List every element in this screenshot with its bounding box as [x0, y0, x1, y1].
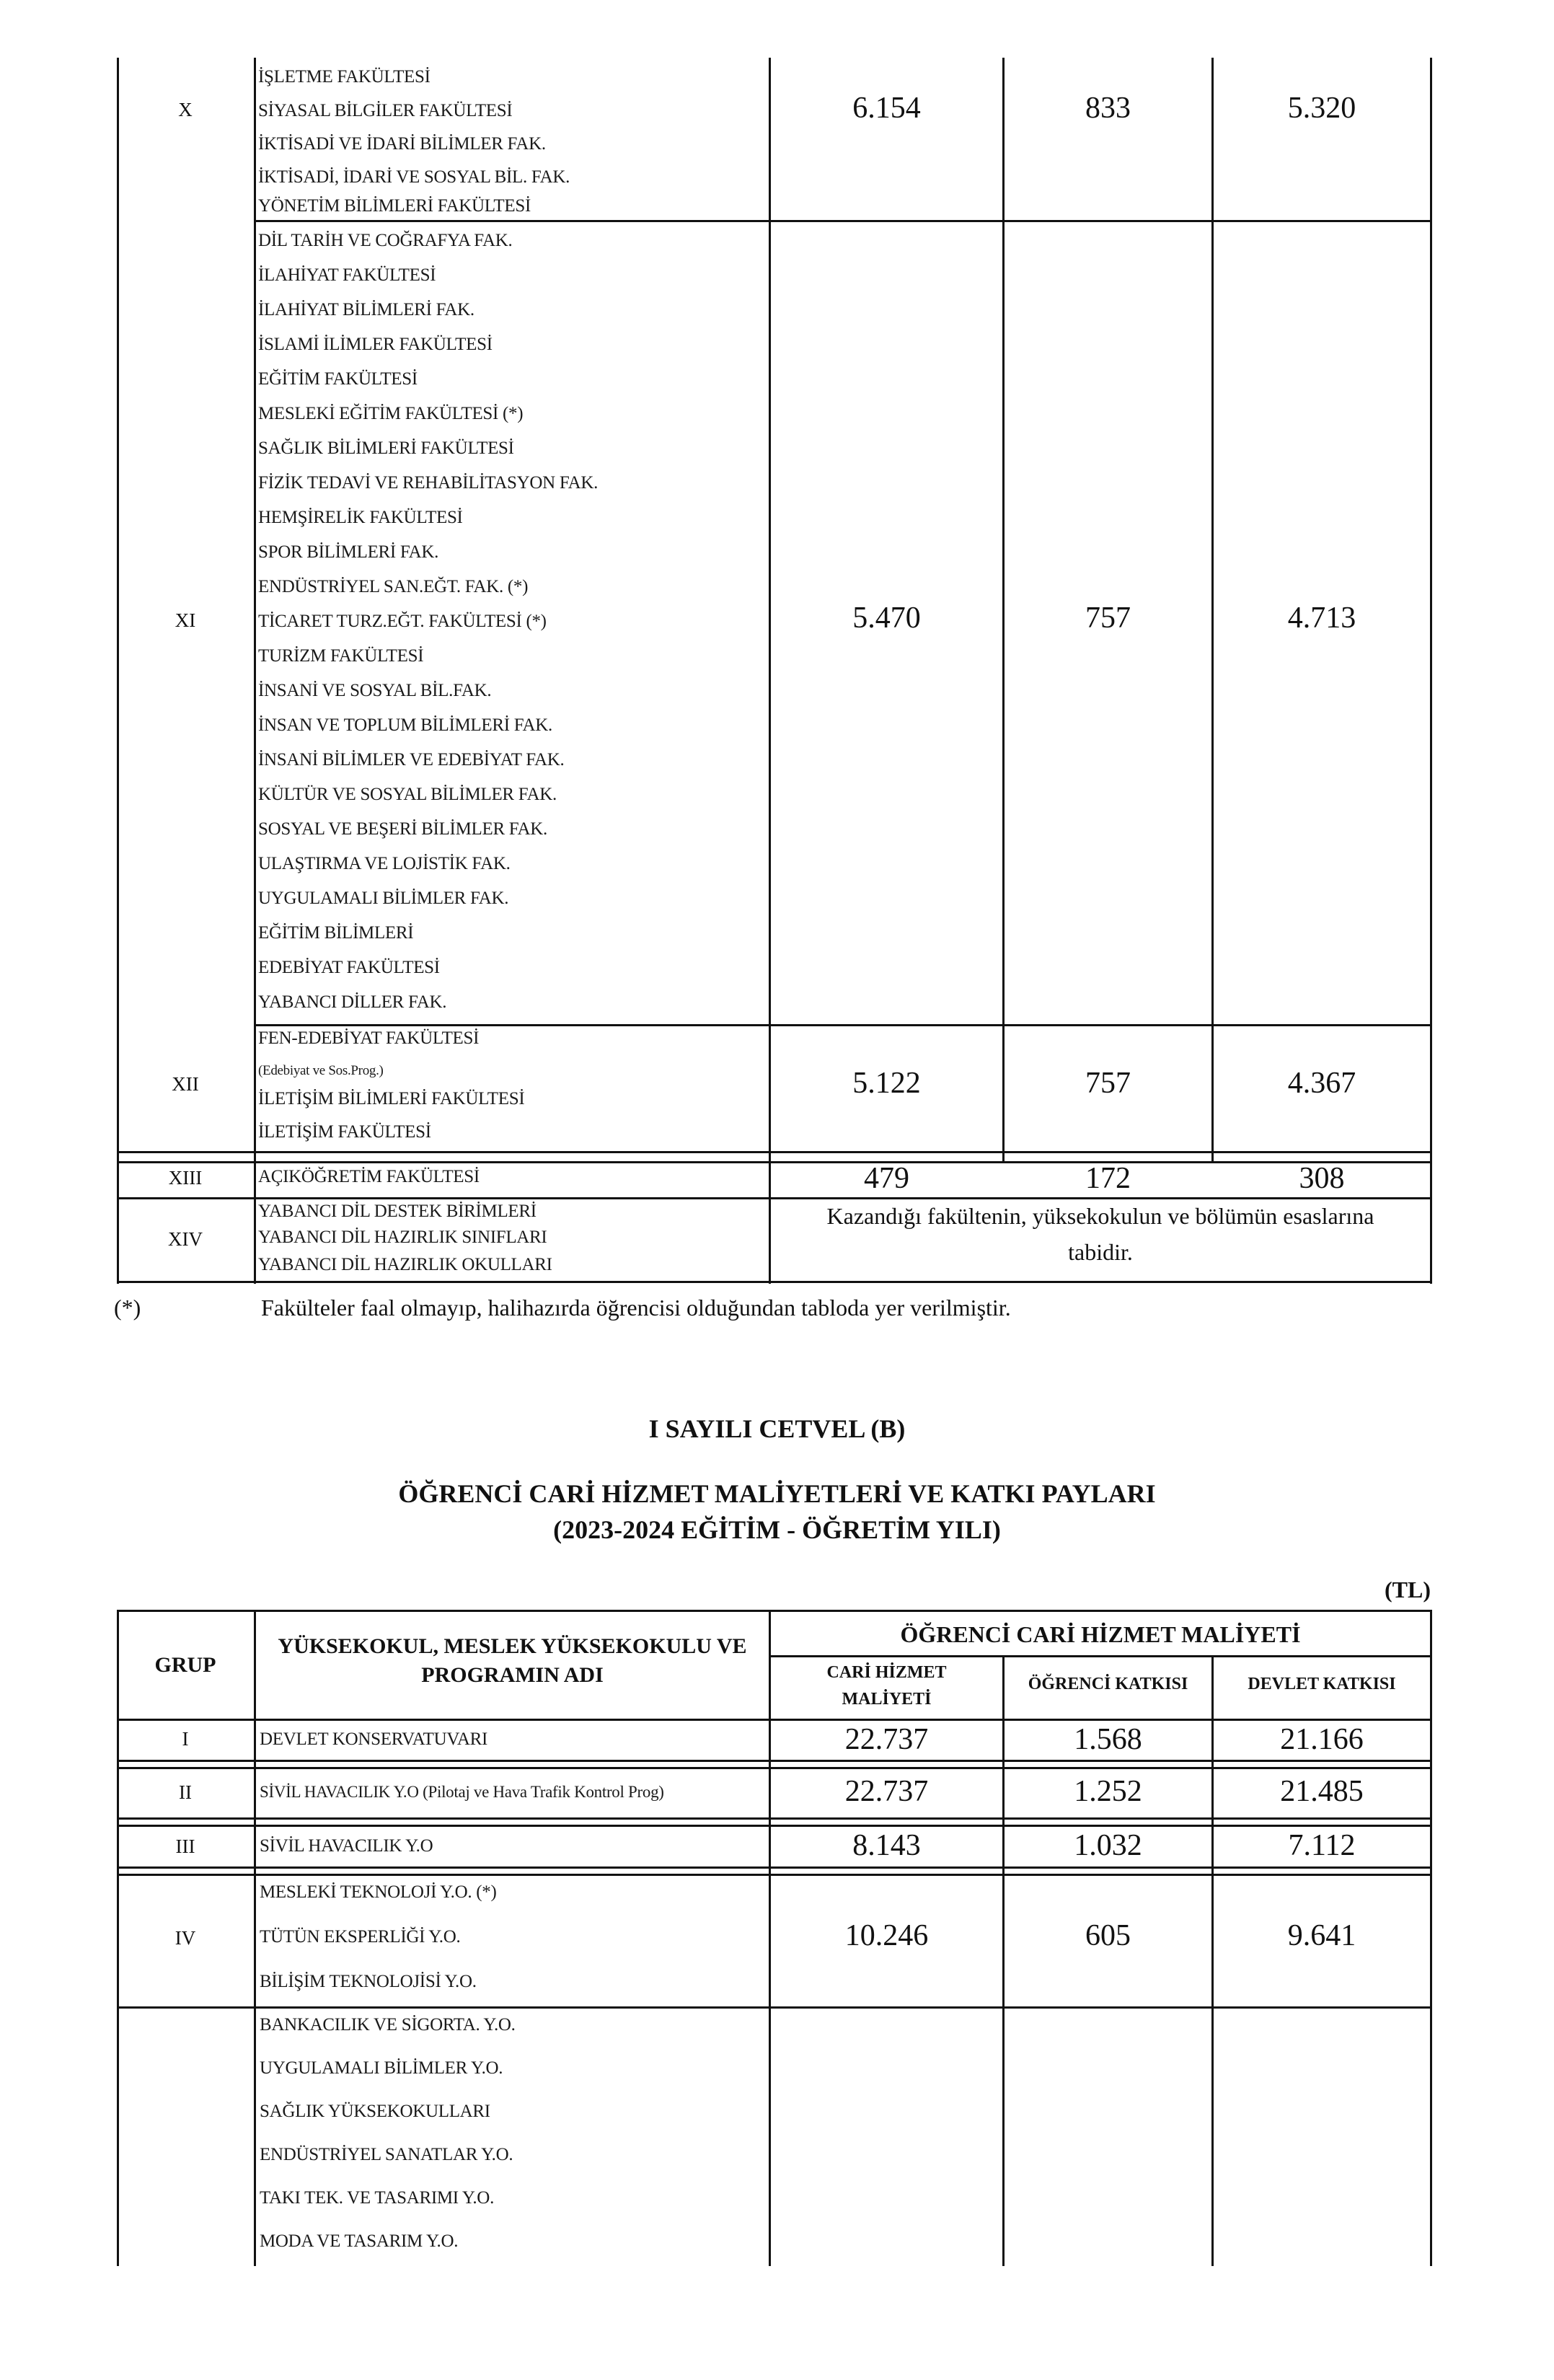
header-cost-group: ÖĞRENCİ CARİ HİZMET MALİYETİ	[900, 1621, 1301, 1647]
faculty-name: YABANCI DİL HAZIRLIK OKULLARI	[258, 1255, 552, 1274]
state-contribution: 9.641	[1287, 1919, 1356, 1952]
state-contribution: 5.320	[1287, 92, 1356, 125]
faculty-name: YABANCI DİL DESTEK BİRİMLERİ	[258, 1202, 537, 1221]
faculty-name: FİZİK TEDAVİ VE REHABİLİTASYON FAK.	[258, 473, 599, 493]
faculty-name: İNSANİ VE SOSYAL BİL.FAK.	[258, 681, 492, 700]
group-label: II	[179, 1781, 192, 1803]
section-title: I SAYILI CETVEL (B)	[648, 1414, 906, 1443]
group-note: tabidir.	[1068, 1239, 1133, 1265]
cost-value: 479	[864, 1162, 909, 1195]
faculty-name: İKTİSADİ VE İDARİ BİLİMLER FAK.	[258, 134, 546, 154]
faculty-name: SPOR BİLİMLERİ FAK.	[258, 542, 439, 562]
group-label: III	[175, 1835, 195, 1857]
group-label: XI	[175, 609, 196, 631]
cost-value: 5.470	[852, 601, 921, 635]
faculty-name: ENDÜSTRİYEL SAN.EĞT. FAK. (*)	[258, 577, 529, 596]
header-program: PROGRAMIN ADI	[421, 1663, 604, 1687]
faculty-name: AÇIKÖĞRETİM FAKÜLTESİ	[258, 1167, 480, 1186]
faculty-name: İLETİŞİM FAKÜLTESİ	[258, 1122, 431, 1142]
faculty-name: HEMŞİRELİK FAKÜLTESİ	[258, 508, 463, 527]
program-name: BANKACILIK VE SİGORTA. Y.O.	[260, 2015, 516, 2035]
header-group: GRUP	[154, 1653, 216, 1677]
program-name: MODA VE TASARIM Y.O.	[260, 2231, 459, 2251]
faculty-name: İNSANİ BİLİMLER VE EDEBİYAT FAK.	[258, 750, 565, 770]
section-year: (2023-2024 EĞİTİM - ÖĞRETİM YILI)	[553, 1515, 1001, 1544]
cost-value: 22.737	[844, 1723, 929, 1756]
state-contribution: 7.112	[1288, 1829, 1356, 1862]
cost-value: 10.246	[844, 1919, 929, 1952]
header-student: ÖĞRENCİ KATKISI	[1028, 1675, 1188, 1693]
student-contribution: 1.252	[1074, 1775, 1142, 1808]
faculty-name: EDEBİYAT FAKÜLTESİ	[258, 958, 440, 977]
faculty-name: FEN-EDEBİYAT FAKÜLTESİ	[258, 1028, 480, 1048]
faculty-name: KÜLTÜR VE SOSYAL BİLİMLER FAK.	[258, 785, 557, 804]
faculty-name: SAĞLIK BİLİMLERİ FAKÜLTESİ	[258, 438, 514, 458]
faculty-name: İŞLETME FAKÜLTESİ	[258, 67, 431, 87]
footnote-mark: (*)	[114, 1295, 141, 1321]
header-program: YÜKSEKOKUL, MESLEK YÜKSEKOKULU VE	[278, 1634, 747, 1658]
program-name: ENDÜSTRİYEL SANATLAR Y.O.	[260, 2145, 513, 2164]
faculty-name: İLAHİYAT FAKÜLTESİ	[258, 265, 436, 285]
group-label: IV	[175, 1927, 196, 1949]
state-contribution: 308	[1299, 1162, 1345, 1195]
cost-value: 8.143	[852, 1829, 921, 1862]
state-contribution: 4.713	[1287, 601, 1356, 635]
group-label: XII	[172, 1073, 199, 1095]
group-label: I	[182, 1728, 189, 1750]
group-label: X	[178, 99, 193, 120]
student-contribution: 833	[1085, 92, 1131, 125]
faculty-name: EĞİTİM FAKÜLTESİ	[258, 369, 418, 389]
program-name: SİVİL HAVACILIK Y.O (Pilotaj ve Hava Trafik Kontrol Prog)	[260, 1783, 664, 1801]
faculty-name: İLAHİYAT BİLİMLERİ FAK.	[258, 300, 474, 319]
faculty-name: YABANCI DİL HAZIRLIK SINIFLARI	[258, 1228, 547, 1247]
program-name: TÜTÜN EKSPERLİĞİ Y.O.	[260, 1927, 461, 1947]
faculty-name: ULAŞTIRMA VE LOJİSTİK FAK.	[258, 854, 511, 873]
cost-value: 5.122	[852, 1067, 921, 1100]
faculty-name: UYGULAMALI BİLİMLER FAK.	[258, 889, 509, 908]
footnote-text: Fakülteler faal olmayıp, halihazırda öğrencisi olduğundan tabloda yer verilmiştir.	[261, 1295, 1011, 1321]
faculty-name: (Edebiyat ve Sos.Prog.)	[258, 1063, 384, 1078]
faculty-name: MESLEKİ EĞİTİM FAKÜLTESİ (*)	[258, 404, 524, 423]
program-name: UYGULAMALI BİLİMLER Y.O.	[260, 2058, 503, 2078]
program-name: SAĞLIK YÜKSEKOKULLARI	[260, 2102, 490, 2121]
program-name: BİLİŞİM TEKNOLOJİSİ Y.O.	[260, 1972, 477, 1991]
faculty-name: DİL TARİH VE COĞRAFYA FAK.	[258, 231, 513, 250]
faculty-name: TURİZM FAKÜLTESİ	[258, 646, 424, 666]
currency-unit: (TL)	[1385, 1577, 1431, 1603]
program-name: TAKI TEK. VE TASARIMI Y.O.	[260, 2188, 495, 2208]
faculty-name: SİYASAL BİLGİLER FAKÜLTESİ	[258, 101, 513, 120]
cost-value: 22.737	[844, 1775, 929, 1808]
state-contribution: 21.485	[1280, 1775, 1364, 1808]
student-contribution: 757	[1085, 1067, 1131, 1100]
faculty-name: TİCARET TURZ.EĞT. FAKÜLTESİ (*)	[258, 612, 547, 631]
faculty-name: İKTİSADİ, İDARİ VE SOSYAL BİL. FAK.	[258, 167, 570, 187]
faculty-name: YÖNETİM BİLİMLERİ FAKÜLTESİ	[258, 196, 531, 216]
header-cost: CARİ HİZMET	[826, 1663, 947, 1682]
program-name: SİVİL HAVACILIK Y.O	[260, 1836, 433, 1856]
faculty-name: İLETİŞİM BİLİMLERİ FAKÜLTESİ	[258, 1089, 525, 1109]
faculty-name: EĞİTİM BİLİMLERİ	[258, 923, 414, 943]
group-note: Kazandığı fakültenin, yüksekokulun ve bölümün esaslarına	[826, 1203, 1374, 1229]
faculty-name: İSLAMİ İLİMLER FAKÜLTESİ	[258, 335, 493, 354]
state-contribution: 4.367	[1287, 1067, 1356, 1100]
student-contribution: 1.568	[1074, 1723, 1142, 1756]
header-cost: MALİYETİ	[842, 1690, 932, 1709]
student-contribution: 1.032	[1074, 1829, 1142, 1862]
faculty-name: YABANCI DİLLER FAK.	[258, 992, 447, 1012]
program-name: DEVLET KONSERVATUVARI	[260, 1729, 488, 1749]
header-state: DEVLET KATKISI	[1248, 1675, 1396, 1693]
cost-value: 6.154	[852, 92, 921, 125]
state-contribution: 21.166	[1280, 1723, 1364, 1756]
section-subtitle: ÖĞRENCİ CARİ HİZMET MALİYETLERİ VE KATKI PAYLARI	[398, 1479, 1156, 1508]
group-label: XIV	[168, 1228, 203, 1250]
student-contribution: 172	[1085, 1162, 1131, 1195]
program-name: MESLEKİ TEKNOLOJİ Y.O. (*)	[260, 1882, 497, 1902]
student-contribution: 605	[1085, 1919, 1131, 1952]
group-label: XIII	[168, 1167, 203, 1189]
student-contribution: 757	[1085, 601, 1131, 635]
faculty-name: İNSAN VE TOPLUM BİLİMLERİ FAK.	[258, 715, 552, 735]
faculty-name: SOSYAL VE BEŞERİ BİLİMLER FAK.	[258, 819, 547, 839]
